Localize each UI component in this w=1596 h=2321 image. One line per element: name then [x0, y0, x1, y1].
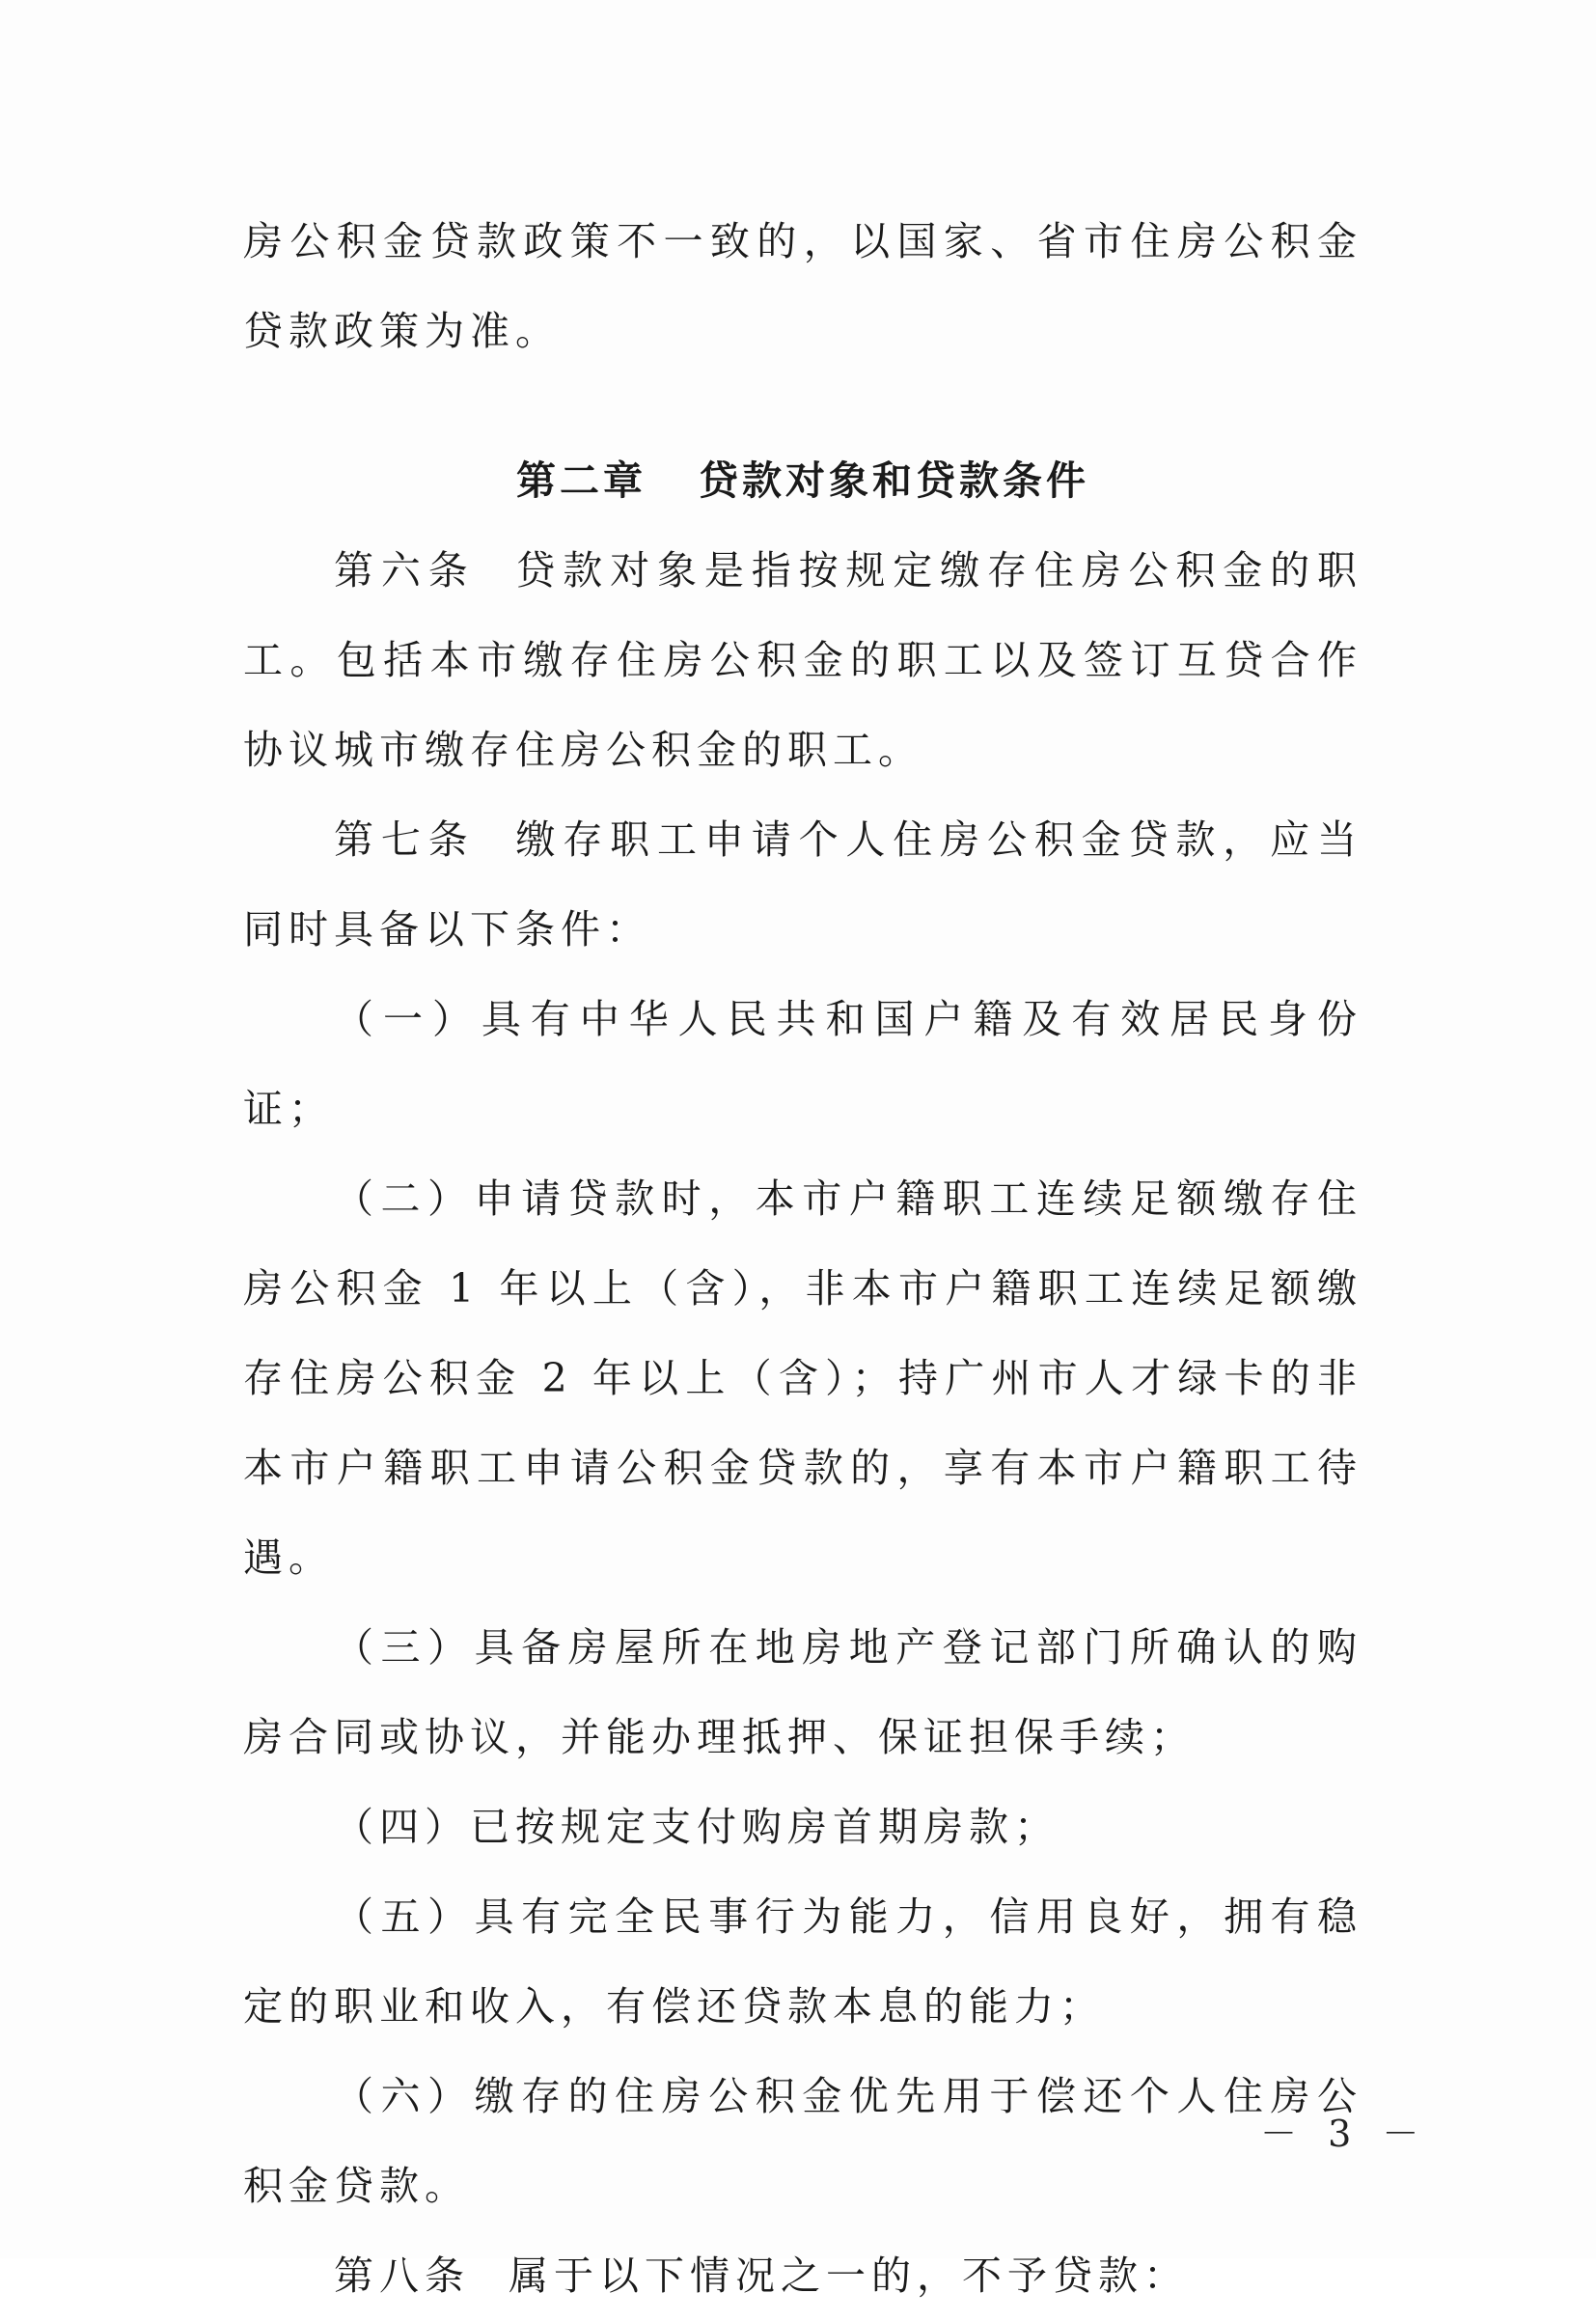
- article-7-item-5: （五）具有完全民事行为能力，信用良好，拥有稳定的职业和收入，有偿还贷款本息的能力；: [243, 1893, 1362, 2030]
- chapter-heading: [243, 436, 1362, 526]
- chapter-number: 第二章: [516, 457, 647, 504]
- article-7-item-1: （一）具有中华人民共和国户籍及有效居民身份证；: [243, 996, 1362, 1132]
- article-8-label: 第八条: [334, 2252, 470, 2299]
- continued-paragraph: 房公积金贷款政策不一致的，以国家、省市住房公积金贷款政策为准。: [243, 218, 1362, 354]
- article-7-item-2: （二）申请贷款时，本市户籍职工连续足额缴存住房公积金 1 年以上（含），非本市户籍职工连续足额缴存住房公积金 2 年以上（含）；持广州市人才绿卡的非本市户籍职工申请公积金贷款的，享有本市户籍职工待遇。: [243, 1175, 1362, 1581]
- article-7-item-4: （四）已按规定支付购房首期房款；: [334, 1804, 1059, 1850]
- article-7-item-3: （三）具备房屋所在地房地产登记部门所确认的购房合同或协议，并能办理抵押、保证担保手续；: [243, 1624, 1362, 1760]
- article-7-text: 缴存职工申请个人住房公积金贷款，应当同时具备以下条件：: [243, 816, 1363, 953]
- article-7-item-6: （六）缴存的住房公积金优先用于偿还个人住房公积金贷款。: [243, 2073, 1362, 2209]
- article-7-label: 第七条: [334, 816, 476, 863]
- article-6-label: 第六条: [334, 547, 476, 594]
- chapter-title: 贷款对象和贷款条件: [699, 457, 1089, 504]
- article-8: [243, 2231, 1362, 2321]
- article-6: [243, 526, 1362, 795]
- article-7: [243, 795, 1362, 975]
- article-6-text: 贷款对象是指按规定缴存住房公积金的职工。包括本市缴存住房公积金的职工以及签订互贷合作协议城市缴存住房公积金的职工。: [243, 547, 1363, 773]
- article-8-text: 属于以下情况之一的，不予贷款：: [509, 2252, 1189, 2299]
- page-number: － 3 －: [1260, 2113, 1429, 2155]
- document-body: [243, 197, 1362, 2321]
